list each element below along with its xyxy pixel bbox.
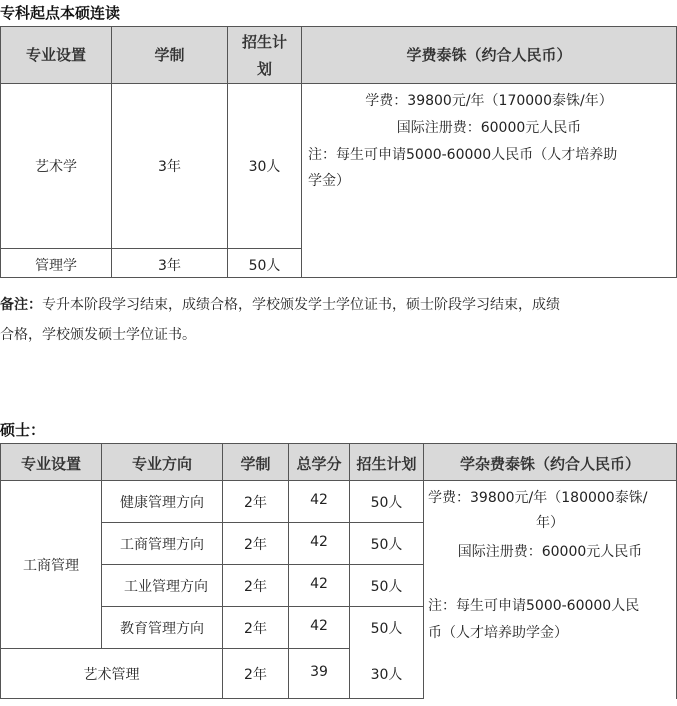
- cell-duration: 2年: [244, 579, 267, 595]
- cell-major: 艺术管理: [83, 667, 140, 683]
- cell-direction: 工业管理方向: [124, 579, 208, 595]
- remark-text: 专升本阶段学习结束，成绩合格，学校颁发学士学位证书，硕士阶段学习结束，成绩: [42, 297, 560, 313]
- fee-line: 币（人才培养助学金）: [428, 625, 568, 641]
- cell-credits: 39: [310, 664, 328, 680]
- fee-line: 注：每生可申请5000-60000人民币（人才培养助: [308, 147, 618, 163]
- remark-line1: [0, 290, 560, 320]
- header-direction: 专业方向: [131, 455, 192, 473]
- cell-quota: 50人: [370, 579, 403, 595]
- table-border: [0, 277, 677, 278]
- header-quota-line2: 划: [256, 60, 272, 78]
- cell-duration: 2年: [244, 537, 267, 553]
- table-border: [0, 648, 349, 649]
- fee-line: 国际注册费：60000元人民币: [396, 120, 582, 136]
- cell-duration: 3年: [158, 258, 181, 274]
- fee-line: 国际注册费：60000元人民币: [457, 544, 643, 560]
- table-border: [0, 83, 677, 84]
- section1-title: 专科起点本硕连读: [0, 4, 121, 22]
- table-border: [288, 443, 289, 699]
- table-border: [0, 248, 301, 249]
- cell-credits: 42: [310, 576, 328, 592]
- cell-quota: 50人: [370, 537, 403, 553]
- cell-major-group: 工商管理: [23, 558, 79, 574]
- fee-line: 注：每生可申请5000-60000人民: [428, 598, 640, 614]
- cell-credits: 42: [310, 492, 328, 508]
- header-quota: 招生计划: [356, 455, 417, 473]
- table-border: [101, 564, 423, 565]
- cell-direction: 健康管理方向: [120, 495, 204, 511]
- table-border: [0, 26, 677, 27]
- header-duration: 学制: [154, 46, 185, 64]
- cell-quota: 50人: [370, 495, 403, 511]
- fee-line: 年）: [536, 515, 564, 531]
- table-border: [423, 443, 424, 699]
- header-major: 专业设置: [25, 46, 86, 64]
- header-duration: 学制: [240, 455, 271, 473]
- fee-line: 学金）: [308, 173, 350, 189]
- table-border: [349, 443, 350, 699]
- header-quota-line1: 招生计: [241, 33, 287, 51]
- remark-line2: 合格，学校颁发硕士学位证书。: [0, 327, 196, 343]
- fee-line: 学费：39800元/年（170000泰铢/年）: [365, 93, 613, 109]
- cell-quota: 50人: [370, 621, 403, 637]
- table-border: [101, 522, 423, 523]
- table-border: [0, 698, 423, 699]
- remark-label: 备注：: [0, 297, 42, 313]
- table-border: [222, 443, 223, 699]
- cell-direction: 工商管理方向: [120, 537, 204, 553]
- cell-quota: 30人: [248, 159, 281, 175]
- section2-title: 硕士：: [0, 421, 46, 439]
- cell-credits: 42: [310, 534, 328, 550]
- cell-duration: 2年: [244, 667, 267, 683]
- cell-major: 管理学: [35, 258, 77, 274]
- table-border: [101, 606, 423, 607]
- cell-duration: 3年: [158, 159, 181, 175]
- header-fee: 学费泰铢（约合人民币）: [406, 46, 572, 64]
- cell-direction: 教育管理方向: [120, 621, 204, 637]
- cell-quota: 30人: [370, 667, 403, 683]
- cell-credits: 42: [310, 618, 328, 634]
- fee-line: 学费：39800元/年（180000泰铢/: [428, 490, 648, 506]
- header-major: 专业设置: [20, 455, 81, 473]
- header-credits: 总学分: [296, 455, 342, 473]
- cell-duration: 2年: [244, 621, 267, 637]
- cell-duration: 2年: [244, 495, 267, 511]
- cell-quota: 50人: [248, 258, 281, 274]
- header-fee: 学杂费泰铢（约合人民币）: [459, 455, 640, 473]
- cell-major: 艺术学: [35, 159, 77, 175]
